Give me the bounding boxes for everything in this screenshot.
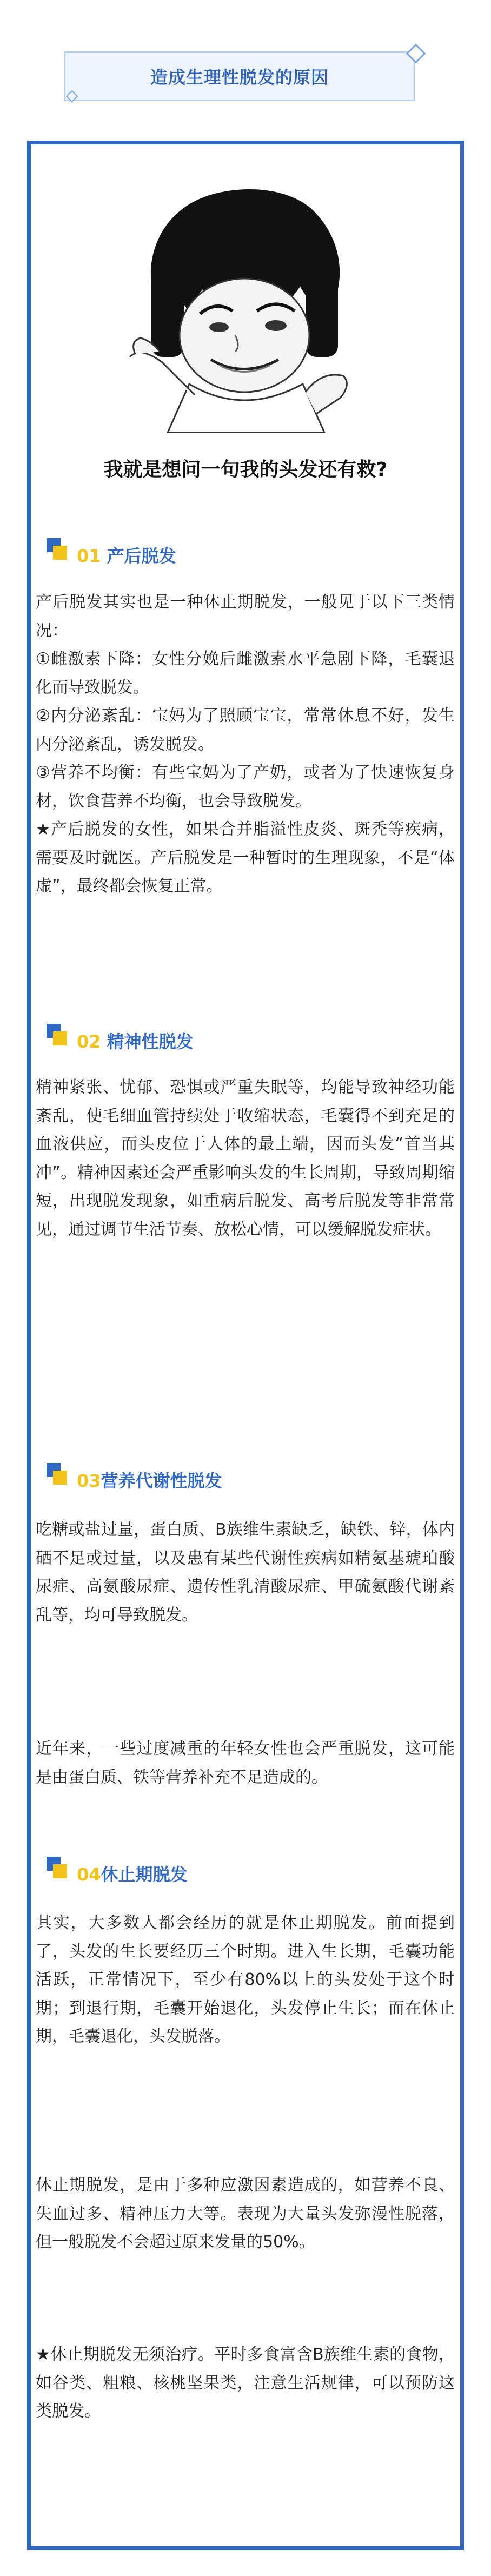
- page-title: 造成生理性脱发的原因: [150, 67, 329, 88]
- section-paragraph: 吃糖或盐过量，蛋白质、B族维生素缺乏，缺铁、锌，体内硒不足或过量，以及患有某些代谢性疾病如精氨基琥珀酸尿症、高氨酸尿症、遗传性乳清酸尿症、甲硫氨酸代谢紊乱等，均可导致脱发。: [36, 1520, 455, 1625]
- section-name: 精神性脱发: [107, 1031, 194, 1052]
- meme-caption: 我就是想问一句我的头发还有救?: [103, 459, 388, 481]
- section-name: 产后脱发: [107, 546, 176, 566]
- section-heading-3: [47, 1463, 425, 1495]
- section-paragraph: 休止期脱发，是由于多种应激因素造成的，如营养不良、失血过多、精神压力大等。表现为大量头发弥漫性脱落，但一般脱发不会超过原来发量的50%。: [36, 2176, 455, 2251]
- section-paragraph: 近年来，一些过度减重的年轻女性也会严重脱发，这可能是由蛋白质、铁等营养补充不足造成的。: [36, 1739, 455, 1787]
- section-number: 04: [77, 1864, 101, 1885]
- section-paragraph: 其实，大多数人都会经历的就是休止期脱发。前面提到了，头发的生长要经历三个时期。进入生长期，毛囊功能活跃，正常情况下，至少有80%以上的头发处于这个时期；到退行期，毛囊开始退化，头发停止生长；而在休止期，毛囊退化，头发脱落。: [36, 1913, 455, 2046]
- section-title: [77, 1471, 222, 1491]
- square-bullet-accent-icon: [53, 546, 67, 560]
- section-title: [77, 1031, 194, 1052]
- section-title: [77, 1864, 188, 1885]
- section-title: [77, 546, 176, 566]
- section-number: 03: [77, 1471, 101, 1491]
- section-heading-1: [47, 538, 425, 571]
- section-paragraph: ★休止期脱发无须治疗。平时多食富含B族维生素的食物，如谷类、粗粮、核桃坚果类，注意生活规律，可以预防这类脱发。: [36, 2345, 455, 2421]
- square-bullet-accent-icon: [53, 1864, 67, 1878]
- square-bullet-accent-icon: [53, 1471, 67, 1485]
- section-name: 休止期脱发: [101, 1864, 188, 1885]
- title-banner: [64, 51, 415, 101]
- section-number: 02: [77, 1031, 101, 1052]
- section-heading-4: [47, 1857, 425, 1889]
- section-number: 01: [77, 546, 101, 566]
- section-paragraph: 精神紧张、忧郁、恐惧或严重失眠等，均能导致神经功能紊乱，使毛细血管持续处于收缩状态，毛囊得不到充足的血液供应，而头皮位于人体的最上端，因而头发“首当其冲”。精神因素还会严重影响头发的生长周期，导致周期缩短，出现脱发现象，如重病后脱发、高考后脱发等非常常见，通过调节生活节奏、放松心情，可以缓解脱发症状。: [36, 1078, 455, 1239]
- meme-illustration: [119, 178, 373, 433]
- section-heading-2: [47, 1024, 425, 1056]
- square-bullet-accent-icon: [53, 1031, 67, 1045]
- section-name: 营养代谢性脱发: [101, 1471, 222, 1491]
- face-shape: [180, 279, 309, 392]
- section-paragraph: 产后脱发其实也是一种休止期脱发，一般见于以下三类情况： ①雌激素下降：女性分娩后雌激素水平急剧下降，毛囊退化而导致脱发。 ②内分泌紊乱：宝妈为了照顾宝宝，常常休息不好，发生内分泌紊乱，诱发脱发。 ③营养不均衡：有些宝妈为了产奶，或者为了快速恢复身材，饮食营养不均衡，也会导致脱发。 ★产后脱发的女性，如果合并脂溢性皮炎、斑秃等疾病，需要及时就医。产后脱发是一种暂时的生理现象，不是“体虚”，最终都会恢复正常。: [36, 593, 455, 896]
